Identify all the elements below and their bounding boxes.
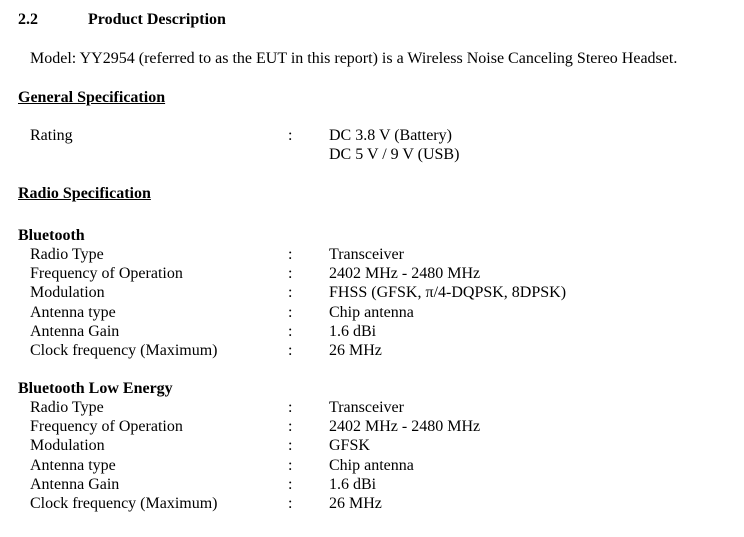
- bluetooth-row-label: Antenna Gain: [30, 322, 120, 340]
- rating-colon: :: [288, 127, 293, 144]
- bluetooth-row-value: FHSS (GFSK, π/4-DQPSK, 8DPSK): [329, 284, 567, 302]
- ble-row-value: Chip antenna: [329, 456, 414, 474]
- ble-title: Bluetooth Low Energy: [18, 380, 173, 397]
- ble-row-label: Antenna Gain: [30, 475, 120, 493]
- bluetooth-row-value: 26 MHz: [329, 342, 382, 359]
- bluetooth-row-label: Modulation: [30, 284, 105, 302]
- section-title: Product Description: [88, 11, 226, 28]
- bluetooth-title: Bluetooth: [18, 227, 85, 244]
- rating-value-battery: DC 3.8 V (Battery): [329, 127, 452, 144]
- bluetooth-row-value: 2402 MHz - 2480 MHz: [329, 265, 481, 283]
- ble-row-value: GFSK: [329, 437, 370, 455]
- bluetooth-row-value: Transceiver: [329, 246, 404, 263]
- ble-row-value: 26 MHz: [329, 495, 382, 512]
- bluetooth-row-colon: :: [288, 246, 293, 263]
- ble-row-colon: :: [288, 418, 293, 436]
- section-number: 2.2: [18, 11, 38, 28]
- ble-row-label: Modulation: [30, 437, 105, 455]
- bluetooth-row-colon: :: [288, 284, 293, 302]
- bluetooth-row-colon: :: [288, 303, 293, 321]
- ble-row-colon: :: [288, 495, 293, 512]
- ble-row-colon: :: [288, 437, 293, 455]
- bluetooth-row-colon: :: [288, 265, 293, 283]
- bluetooth-row-colon: :: [288, 342, 293, 359]
- bluetooth-row-value: 1.6 dBi: [329, 322, 377, 340]
- ble-row-colon: :: [288, 456, 293, 474]
- rating-label: Rating: [30, 127, 73, 144]
- ble-row-value: 1.6 dBi: [329, 475, 377, 493]
- product-intro: Model: YY2954 (referred to as the EUT in this report) is a Wireless Noise Canceling Stereo Headset.: [30, 50, 678, 67]
- bluetooth-row-label: Antenna type: [30, 303, 116, 321]
- general-spec-heading: General Specification: [18, 89, 166, 106]
- rating-value-usb: DC 5 V / 9 V (USB): [329, 146, 460, 163]
- radio-spec-heading: Radio Specification: [18, 185, 151, 202]
- bluetooth-row-label: Clock frequency (Maximum): [30, 342, 218, 359]
- ble-row-label: Antenna type: [30, 456, 116, 474]
- ble-row-value: 2402 MHz - 2480 MHz: [329, 418, 481, 436]
- ble-row-label: Radio Type: [30, 399, 104, 416]
- bluetooth-row-colon: :: [288, 322, 293, 340]
- ble-row-label: Frequency of Operation: [30, 418, 183, 436]
- ble-row-colon: :: [288, 399, 293, 416]
- bluetooth-row-label: Radio Type: [30, 246, 104, 263]
- bluetooth-row-label: Frequency of Operation: [30, 265, 183, 283]
- ble-row-value: Transceiver: [329, 399, 404, 416]
- bluetooth-row-value: Chip antenna: [329, 303, 414, 321]
- ble-row-label: Clock frequency (Maximum): [30, 495, 218, 512]
- ble-row-colon: :: [288, 475, 293, 493]
